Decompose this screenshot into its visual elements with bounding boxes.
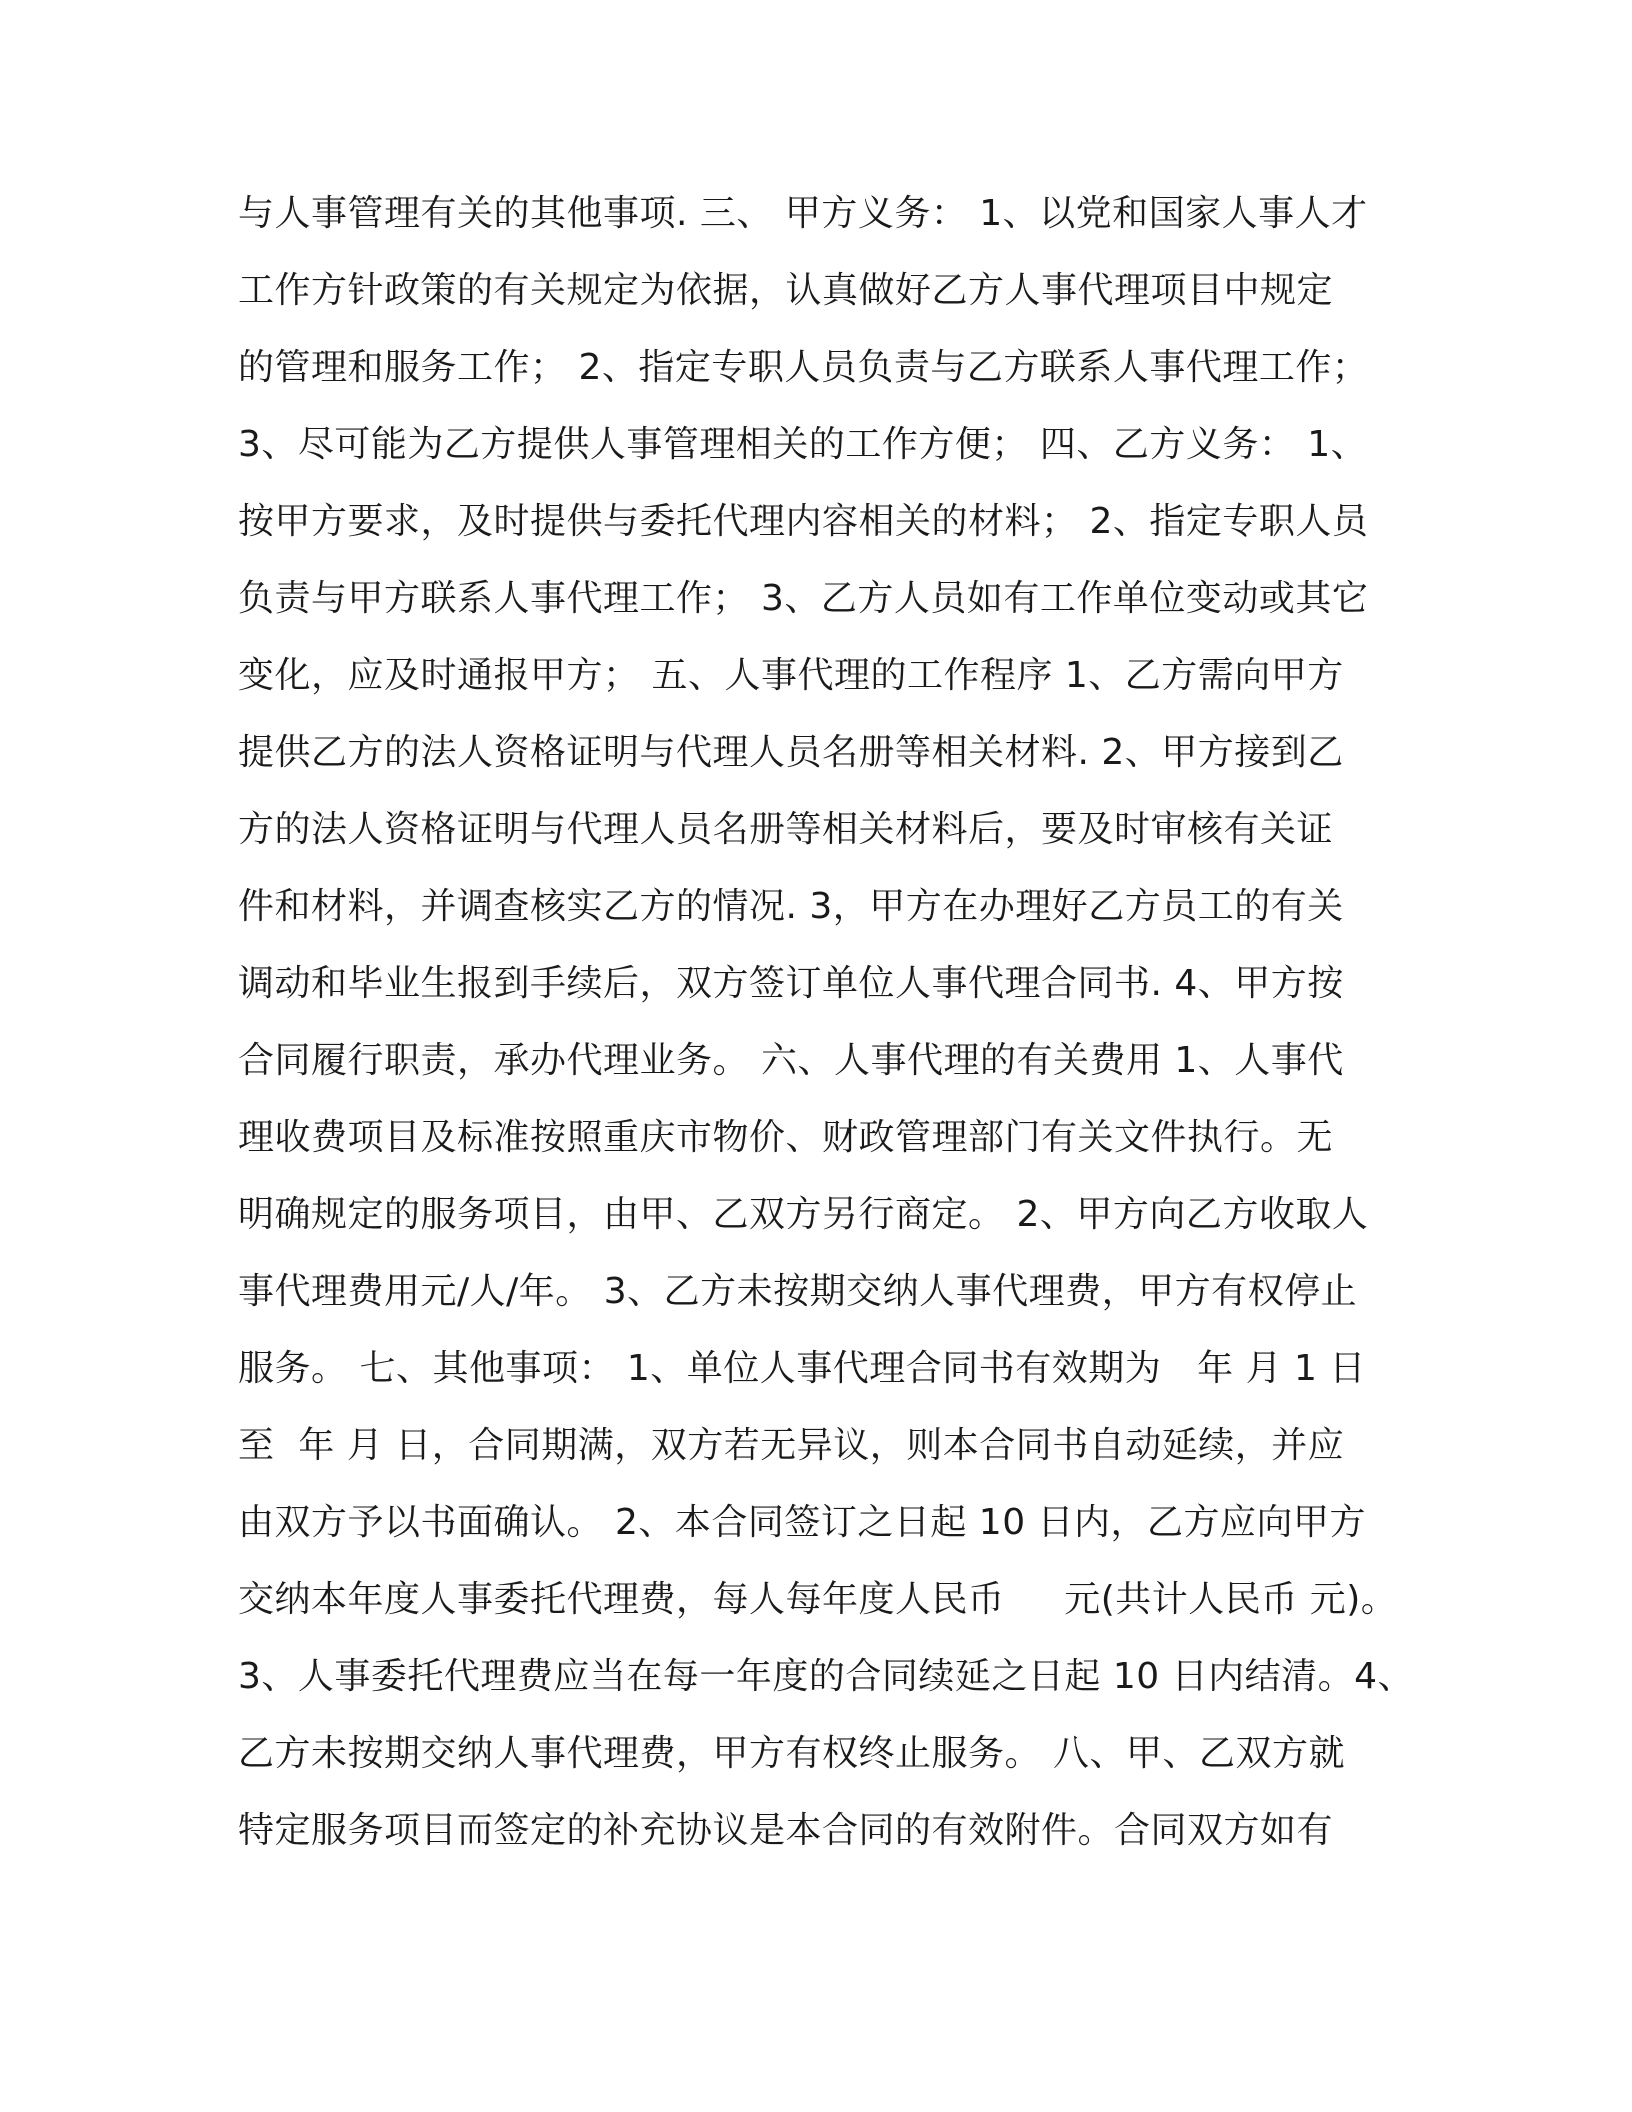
text-line: 至 年 月 日，合同期满，双方若无异议，则本合同书自动延续，并应 [238,1425,1345,1466]
text-line: 按甲方要求，及时提供与委托代理内容相关的材料； 2、指定专职人员 [238,501,1369,542]
text-line: 3、尽可能为乙方提供人事管理相关的工作方便； 四、乙方义务： 1、 [238,424,1368,465]
body-text [238,188,1418,1882]
text-line: 负责与甲方联系人事代理工作； 3、乙方人员如有工作单位变动或其它 [238,578,1369,619]
text-line: 与人事管理有关的其他事项. 三、 甲方义务： 1、以党和国家人事人才 [238,193,1368,234]
text-line: 合同履行职责，承办代理业务。 六、人事代理的有关费用 1、人事代 [238,1040,1344,1081]
text-line: 的管理和服务工作； 2、指定专职人员负责与乙方联系人事代理工作； [238,347,1369,388]
text-line: 变化，应及时通报甲方； 五、人事代理的工作程序 1、乙方需向甲方 [238,655,1344,696]
text-line: 服务。 七、其他事项： 1、单位人事代理合同书有效期为 年 月 1 日 [238,1348,1366,1389]
text-line: 交纳本年度人事委托代理费，每人每年度人民币 元(共计人民币 元)。 [238,1579,1398,1620]
text-line: 提供乙方的法人资格证明与代理人员名册等相关材料. 2、甲方接到乙 [238,732,1344,773]
text-line: 调动和毕业生报到手续后，双方签订单位人事代理合同书. 4、甲方按 [238,963,1344,1004]
text-line: 3、人事委托代理费应当在每一年度的合同续延之日起 10 日内结清。4、 [238,1656,1415,1697]
text-line: 理收费项目及标准按照重庆市物价、财政管理部门有关文件执行。无 [238,1117,1334,1158]
text-line: 明确规定的服务项目，由甲、乙双方另行商定。 2、甲方向乙方收取人 [238,1194,1369,1235]
text-line: 方的法人资格证明与代理人员名册等相关材料后，要及时审核有关证 [238,809,1334,850]
text-line: 事代理费用元/人/年。 3、乙方未按期交纳人事代理费，甲方有权停止 [238,1271,1358,1312]
text-line: 工作方针政策的有关规定为依据，认真做好乙方人事代理项目中规定 [238,270,1334,311]
text-line: 件和材料，并调查核实乙方的情况. 3，甲方在办理好乙方员工的有关 [238,886,1344,927]
text-line: 特定服务项目而签定的补充协议是本合同的有效附件。合同双方如有 [238,1810,1334,1851]
text-line: 由双方予以书面确认。 2、本合同签订之日起 10 日内，乙方应向甲方 [238,1502,1367,1543]
text-line: 乙方未按期交纳人事代理费，甲方有权终止服务。 八、甲、乙双方就 [238,1733,1345,1774]
